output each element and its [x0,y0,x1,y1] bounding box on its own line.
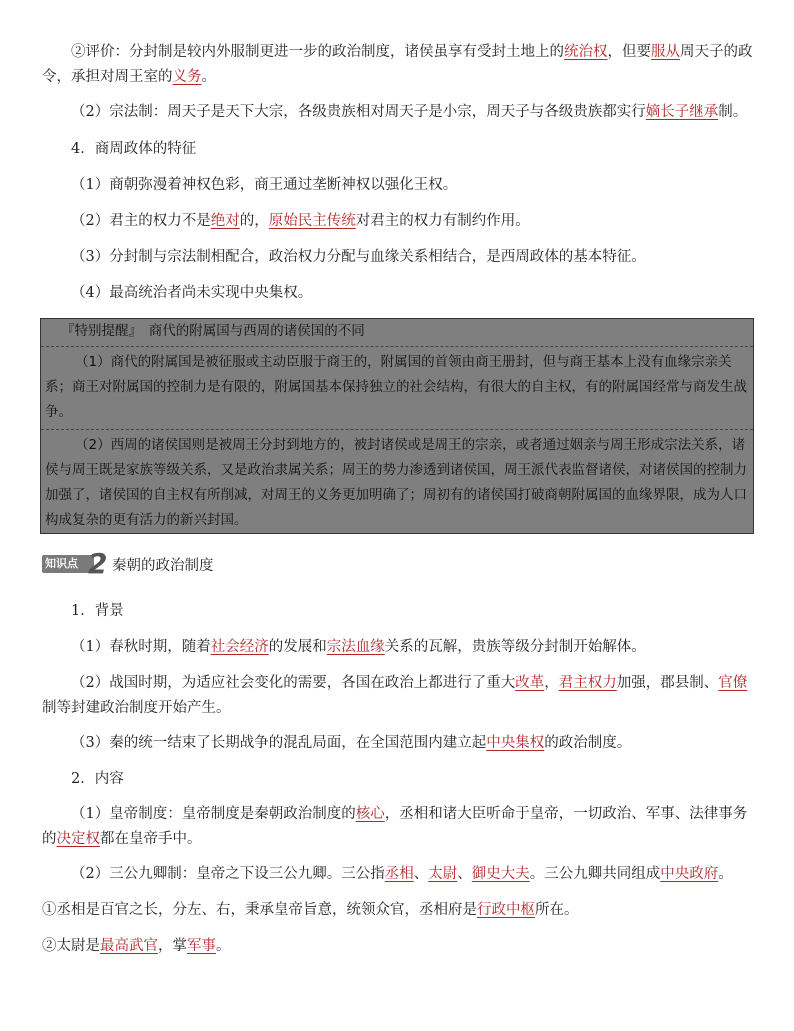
paragraph-feature-4: （4）最高统治者尚未实现中央集权。 [71,285,313,301]
knowledge-point-badge [42,547,110,580]
highlight-junzhuquanli: 君主权力 [558,675,617,691]
paragraph-background-3: （3）秦的统一结束了长期战争的混乱局面，在全国范围内建立起中央集权的政治制度。 [71,735,632,751]
highlight-chengxiang: 丞相 [384,866,414,882]
highlight-shehuijingji: 社会经济 [210,639,269,655]
highlight-juedingquan: 决定权 [56,831,100,847]
highlight-zuigaowuguan: 最高武官 [100,938,158,954]
paragraph-sangong-jiuqing: （2）三公九卿制：皇帝之下设三公九卿。三公指丞相、太尉、御史大夫。三公九卿共同组成中央政府。 [71,866,733,882]
section-heading-content: 2．内容 [71,771,124,787]
badge-label: 知识点 [45,557,78,570]
highlight-dizhangzi: 嫡长子继承 [645,104,719,120]
note-title: 『特别提醒』 商代的附属国与西周的诸侯国的不同 [61,323,365,339]
highlight-yushidafu: 御史大夫 [471,866,530,882]
paragraph-taiwei: ②太尉是最高武官，掌军事。 [42,938,231,954]
paragraph-background-1: （1）春秋时期，随着社会经济的发展和宗法血缘关系的瓦解，贵族等级分封制开始解体。 [71,639,646,655]
paragraph-emperor-system: （1）皇帝制度：皇帝制度是秦朝政治制度的核心，丞相和诸大臣听命于皇帝，一切政治、军事、法律事务的决定权都在皇帝手中。 [42,806,748,847]
highlight-gaige: 改革 [515,675,545,691]
highlight-xingzhengzhongshu: 行政中枢 [477,902,535,918]
highlight-yuanshiminzhu: 原始民主传统 [268,213,356,229]
paragraph-feature-2: （2）君主的权力不是绝对的，原始民主传统对君主的权力有制约作用。 [71,213,530,229]
section-title-qin: 秦朝的政治制度 [112,557,214,574]
paragraph-chengxiang: ①丞相是百官之长，分左、右，秉承皇帝旨意，统领众官，丞相府是行政中枢所在。 [42,902,579,918]
paragraph-zongfa: （2）宗法制：周天子是天下大宗，各级贵族相对周天子是小宗，周天子与各级贵族都实行嫡长子继承制。 [71,104,748,120]
highlight-tongzhiquan: 统治权 [564,44,608,60]
note-divider [41,429,753,430]
highlight-guanliao: 官僚 [718,675,748,691]
paragraph-feature-1: （1）商朝弥漫着神权色彩，商王通过垄断神权以强化王权。 [71,177,458,193]
note-paragraph-2: （2）西周的诸侯国则是被周王分封到地方的，被封诸侯或是周王的宗亲，或者通过姻亲与周王形成宗法关系，诸侯与周王既是家族等级关系，又是政治隶属关系；周王的势力渗透到诸侯国，周王派代表监督诸侯，对诸侯国的控制力加强了，诸侯国的自主权有所削减，对周王的义务更加明确了；周初有的诸侯国打破商朝附属国的血缘界限，成为人口构成复杂的更有活力的新兴封国。 [45,437,747,528]
highlight-taiwei: 太尉 [428,866,458,882]
highlight-hexin: 核心 [355,806,385,822]
paragraph-fengjian-evaluation: ②评价：分封制是较内外服制更进一步的政治制度，诸侯虽享有受封土地上的统治权，但要服从周天子的政令，承担对周王室的义务。 [42,44,753,85]
highlight-yiwu: 义务 [172,69,202,85]
highlight-juedui: 绝对 [210,213,240,229]
knowledge-point-2-heading [42,547,214,580]
special-note-box [40,318,754,534]
highlight-junshi: 军事 [187,938,216,954]
note-paragraph-1: （1）商代的附属国是被征服或主动臣服于商王的，附属国的首领由商王册封，但与商王基本上没有血缘宗亲关系；商王对附属国的控制力是有限的，附属国基本保持独立的社会结构，有很大的自主权，有的附属国经常与商发生战争。 [45,354,747,420]
section-heading-background: 1．背景 [71,603,124,619]
paragraph-feature-3: （3）分封制与宗法制相配合，政治权力分配与血缘关系相结合，是西周政体的基本特征。 [71,249,646,265]
note-divider [41,346,753,347]
section-heading-shangzhou: 4．商周政体的特征 [71,141,197,157]
paragraph-background-2: （2）战国时期，为适应社会变化的需要，各国在政治上都进行了重大改革，君主权力加强，郡县制、官僚制等封建政治制度开始产生。 [42,675,748,716]
badge-number: 2 [88,547,108,580]
highlight-zhongyangzhengfu: 中央政府 [660,866,719,882]
highlight-zongfaxueyuan: 宗法血缘 [326,639,385,655]
highlight-zhongyangjiquan: 中央集权 [486,735,545,751]
highlight-fucong: 服从 [651,44,680,60]
